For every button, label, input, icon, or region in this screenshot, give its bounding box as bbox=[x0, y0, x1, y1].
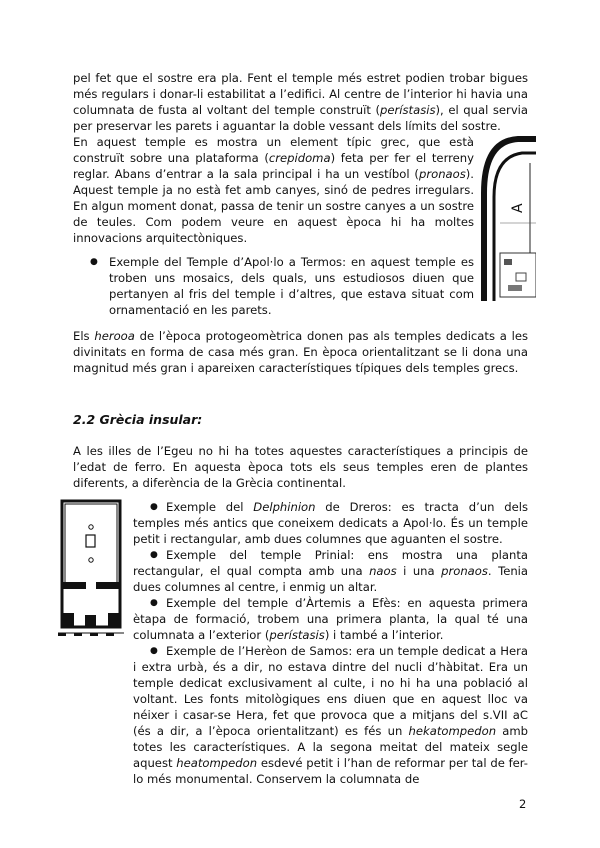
temple-plan-drawing bbox=[56, 497, 126, 642]
paragraph-crepidoma: En aquest temple es mostra un element típic grec, que està construït sobre una plataforma (crepidoma) feta per fer el terreny reglar. Abans d’entrar a la sala principal i ha un vestíbol (pronaos). Aquest temple ja no està fet amb canyes, sinó de pedres irregulars. En algun moment donat, passa de tenir un sostre canyes a un sostre de teules. Com podem veure en aquest època hi ha moltes innovacions arquitectòniques. bbox=[73, 135, 474, 245]
termos-temple-plan-figure bbox=[478, 133, 536, 303]
bullet-prinial: Exemple del temple Prinial: ens mostra una planta rectangular, el qual compta amb una naos i una pronaos. Tenia dues columnes al centre, i enmig un altar. bbox=[133, 548, 528, 594]
termos-plan-drawing bbox=[478, 133, 536, 303]
bullet-heraion: Exemple de l’Herèon de Samos: era un temple dedicat a Hera i extra urbà, és a dir, no estava dintre del nucli d’hàbitat. Era un temple dedicat exclusivament al culte, i no hi ha una població al voltant. Les fonts mitològiques ens diuen que en aquest lloc va néixer i casar-se Hera, fet que provoca que a mitjans del s.VII aC (és a dir, a l’època orientalitzant) es fés un hekatompedon amb totes les característiques. A la segona meitat del mateix segle aquest heatompedon esdevé petit i l’han de reformar per tal de fer-lo més monumental. Conservem la columnata de bbox=[133, 644, 528, 786]
paragraph-intro: pel fet que el sostre era pla. Fent el temple més estret podien trobar bigues més regulars i donar-li estabilitat a l’edifici. Al centre de l’interior hi havia una columnata de fusta al voltant del temple construït (perístasis), el qual servia per preservar les parets i aguantar la doble vessant dels límits del sostre. bbox=[73, 71, 529, 133]
bullet-termos: Exemple del Temple d’Apol·lo a Termos: en aquest temple es troben uns mosaics, dels quals, uns estudiosos diuen que pertanyen al fris del temple i d’altres, que estava situat com ornamentació en les parets. bbox=[109, 255, 474, 317]
bullet-delphinion: Exemple del Delphinion de Dreros: es tracta d’un dels temples més antics que coneixem dedicats a Apol·lo. És un temple petit i rectangular, amb dues columnes que aguanten el sostre. bbox=[133, 500, 528, 546]
bullet-dot: ● bbox=[150, 646, 158, 656]
bullet-dot: ● bbox=[150, 550, 158, 560]
bullet-dot: ● bbox=[150, 502, 158, 512]
termos-plan-label: A bbox=[510, 203, 526, 213]
page-number: 2 bbox=[519, 797, 527, 811]
bullet-dot: ● bbox=[150, 598, 158, 608]
bullet-artemis: Exemple del temple d’Àrtemis a Efès: en aquesta primera ètapa de formació, trobem una primera planta, la qual té una columnata a l’exterior (perístasis) i també a l’interior. bbox=[133, 596, 528, 642]
section-heading: 2.2 Grècia insular: bbox=[73, 412, 203, 427]
paragraph-herooa: Els herooa de l’època protogeomètrica donen pas als temples dedicats a les divinitats en forma de casa més gran. En època orientalitzant se li dona una magnitud més gran i apareixen característiques típiques dels temples grecs. bbox=[73, 329, 528, 375]
bullet-dot: ● bbox=[90, 257, 98, 267]
temple-plan-figure bbox=[56, 497, 126, 642]
paragraph-aegean: A les illes de l’Egeu no hi ha totes aquestes característiques a principis de l’edat de ferro. En aquesta època tots els seus temples eren de plantes diferents, a diferència de la Grècia continental. bbox=[73, 444, 528, 490]
